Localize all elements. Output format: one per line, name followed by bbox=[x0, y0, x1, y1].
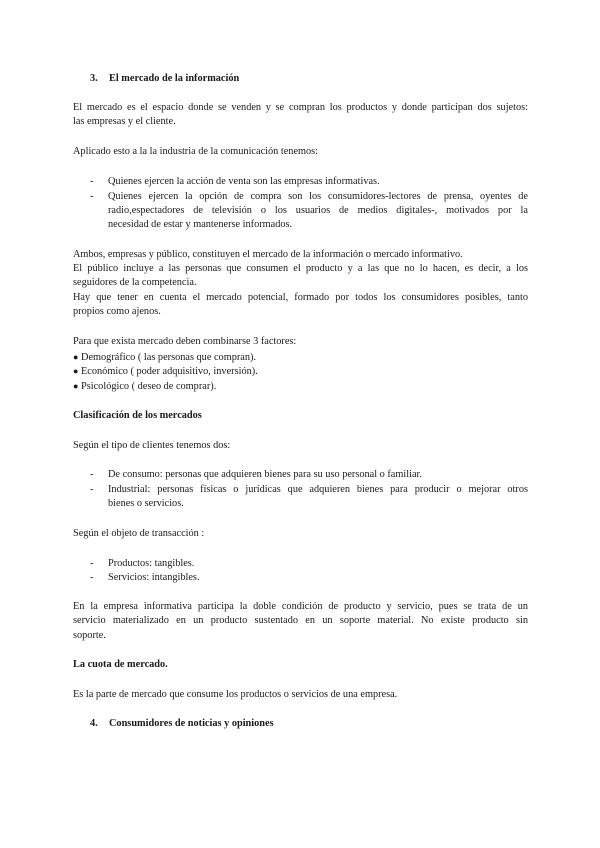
paragraph-line: soporte. bbox=[73, 630, 106, 641]
paragraph-line: Es la parte de mercado que consume los productos o servicios de una empresa. bbox=[73, 689, 398, 700]
paragraph-line: Ambos, empresas y público, constituyen el mercado de la información o mercado informativo. bbox=[73, 249, 463, 260]
section-number: 3. bbox=[90, 73, 98, 84]
paragraph-line: las empresas y el cliente. bbox=[73, 116, 176, 127]
list-item: Quienes ejercen la opción de compra son los consumidores-lectores de prensa, oyentes de bbox=[108, 191, 528, 202]
paragraph-line: El mercado es el espacio donde se venden y se compran los productos y donde participan dos sujetos: bbox=[73, 102, 528, 113]
paragraph-line: Para que exista mercado deben combinarse 3 factores: bbox=[73, 336, 297, 347]
list-dash: - bbox=[90, 191, 94, 202]
factor-item bbox=[73, 379, 528, 394]
paragraph-line: Según el tipo de clientes tenemos dos: bbox=[73, 440, 231, 451]
list-item: radio,espectadores de televisión o los usuarios de medios digitales-, motivados por la bbox=[108, 205, 528, 216]
list-dash: - bbox=[90, 176, 94, 187]
paragraph-line: Según el objeto de transacción : bbox=[73, 528, 205, 539]
factor-text: Económico ( poder adquisitivo, inversión). bbox=[81, 366, 258, 377]
section-title: El mercado de la información bbox=[109, 73, 240, 84]
paragraph-line: En la empresa informativa participa la doble condición de producto y servicio, pues se trata de un bbox=[73, 601, 528, 612]
list-item: bienes o servicios. bbox=[108, 498, 184, 509]
list-dash: - bbox=[90, 484, 94, 495]
list-dash: - bbox=[90, 558, 94, 569]
section-number: 4. bbox=[90, 718, 98, 729]
list-item: Quienes ejercen la acción de venta son las empresas informativas. bbox=[108, 176, 380, 187]
list-item: Servicios: intangibles. bbox=[108, 572, 200, 583]
bullet-icon: ● bbox=[73, 352, 79, 362]
paragraph-line: El público incluye a las personas que consumen el producto y a las que no lo hacen, es decir, a los bbox=[73, 263, 528, 274]
heading-clasificacion: Clasificación de los mercados bbox=[73, 410, 202, 421]
factor-text: Demográfico ( las personas que compran). bbox=[81, 352, 256, 363]
bullet-icon: ● bbox=[73, 366, 79, 376]
factor-text: Psicológico ( deseo de comprar). bbox=[81, 381, 217, 392]
paragraph-line: Hay que tener en cuenta el mercado potencial, formado por todos los consumidores posibles, tanto bbox=[73, 292, 528, 303]
list-item: Industrial: personas físicas o jurídicas que adquieren bienes para producir o mejorar otros bbox=[108, 484, 528, 495]
list-item: De consumo: personas que adquieren bienes para su uso personal o familiar. bbox=[108, 469, 422, 480]
section-3-heading bbox=[90, 72, 545, 86]
paragraph-line: propios como ajenos. bbox=[73, 306, 161, 317]
paragraph-line: seguidores de la competencia. bbox=[73, 277, 197, 288]
list-item: necesidad de estar y mantenerse informados. bbox=[108, 219, 293, 230]
list-item: Productos: tangibles. bbox=[108, 558, 195, 569]
paragraph-line: servicio materializado en un producto sustentado en un soporte material. No existe producto sin bbox=[73, 615, 528, 626]
bullet-icon: ● bbox=[73, 381, 79, 391]
list-dash: - bbox=[90, 469, 94, 480]
section-title: Consumidores de noticias y opiniones bbox=[109, 718, 274, 729]
heading-cuota: La cuota de mercado. bbox=[73, 659, 168, 670]
paragraph-line: Aplicado esto a la la industria de la comunicación tenemos: bbox=[73, 146, 319, 157]
section-4-heading bbox=[90, 717, 545, 731]
factor-item bbox=[73, 364, 528, 379]
list-dash: - bbox=[90, 572, 94, 583]
factor-item bbox=[73, 350, 528, 365]
